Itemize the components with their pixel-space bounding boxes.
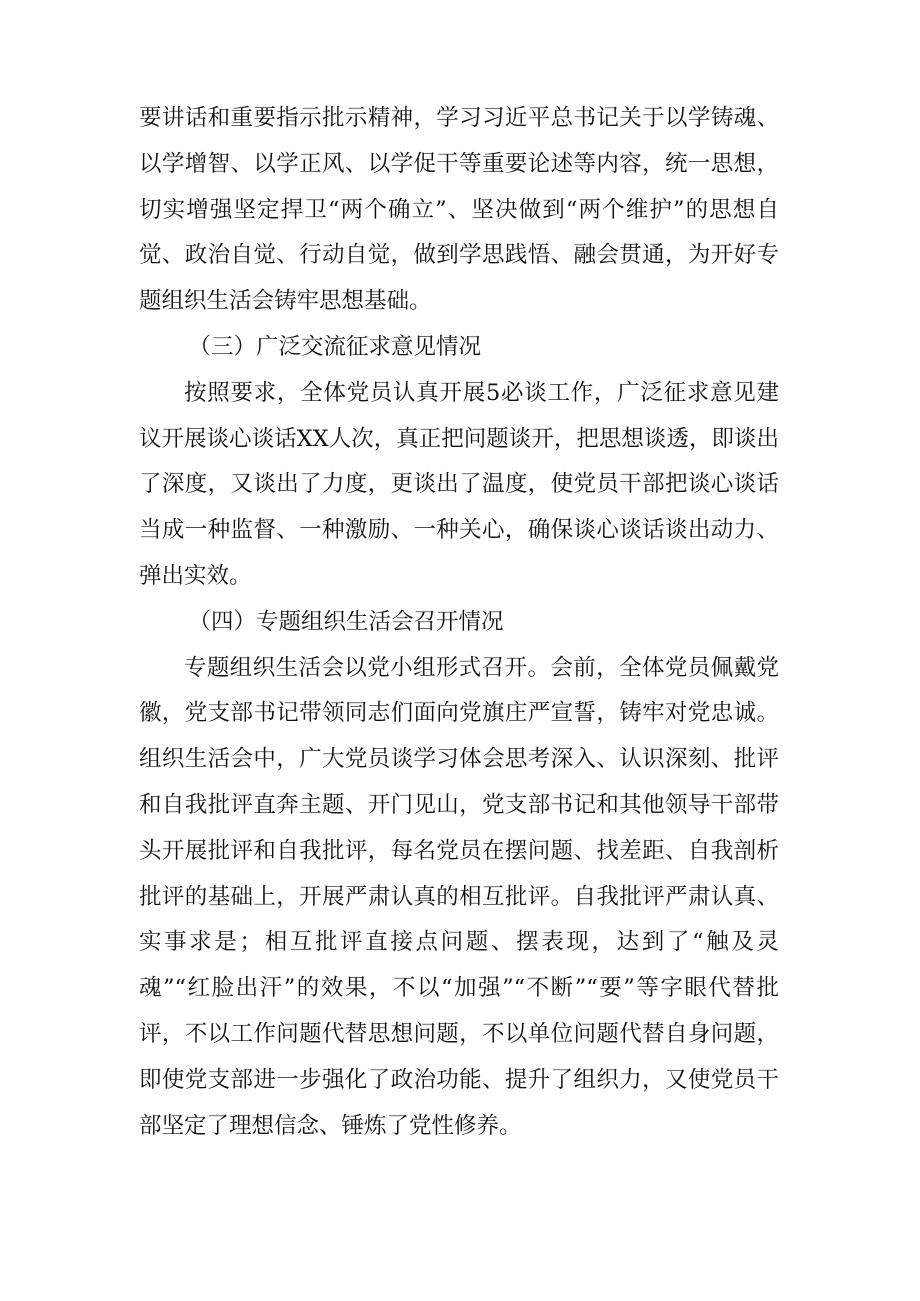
- document-body: [139, 96, 779, 1149]
- body-paragraph-consultation: 按照要求，全体党员认真开展5必谈工作，广泛征求意见建议开展谈心谈话XX人次，真正把问题谈开，把思想谈透，即谈出了深度，又谈出了力度，更谈出了温度，使党员干部把谈心谈话当成一种监督、一种激励、一种关心，确保谈心谈话谈出动力、弹出实效。: [139, 379, 779, 589]
- body-paragraph-continuation: 要讲话和重要指示批示精神，学习习近平总书记关于以学铸魂、以学增智、以学正风、以学促干等重要论述等内容，统一思想，切实增强坚定捍卫“两个确立”、坚决做到“两个维护”的思想自觉、政治自觉、行动自觉，做到学思践悟、融会贯通，为开好专题组织生活会铸牢思想基础。: [139, 105, 779, 315]
- section-heading-three: （三）广泛交流征求意见情况: [188, 333, 482, 360]
- body-paragraph-meeting: 专题组织生活会以党小组形式召开。会前，全体党员佩戴党徽，党支部书记带领同志们面向党旗庄严宣誓，铸牢对党忠诚。组织生活会中，广大党员谈学习体会思考深入、认识深刻、批评和自我批评直奔主题、开门见山，党支部书记和其他领导干部带头开展批评和自我批评，每名党员在摆问题、找差距、自我剖析批评的基础上，开展严肃认真的相互批评。自我批评严肃认真、实事求是；相互批评直接点问题、摆表现，达到了“触及灵魂”“红脸出汗”的效果，不以“加强”“不断”“要”等字眼代替批评，不以工作问题代替思想问题，不以单位问题代替自身问题，即使党支部进一步强化了政治功能、提升了组织力，又使党员干部坚定了理想信念、锤炼了党性修养。: [139, 654, 779, 1139]
- section-heading-four: （四）专题组织生活会召开情况: [188, 608, 504, 635]
